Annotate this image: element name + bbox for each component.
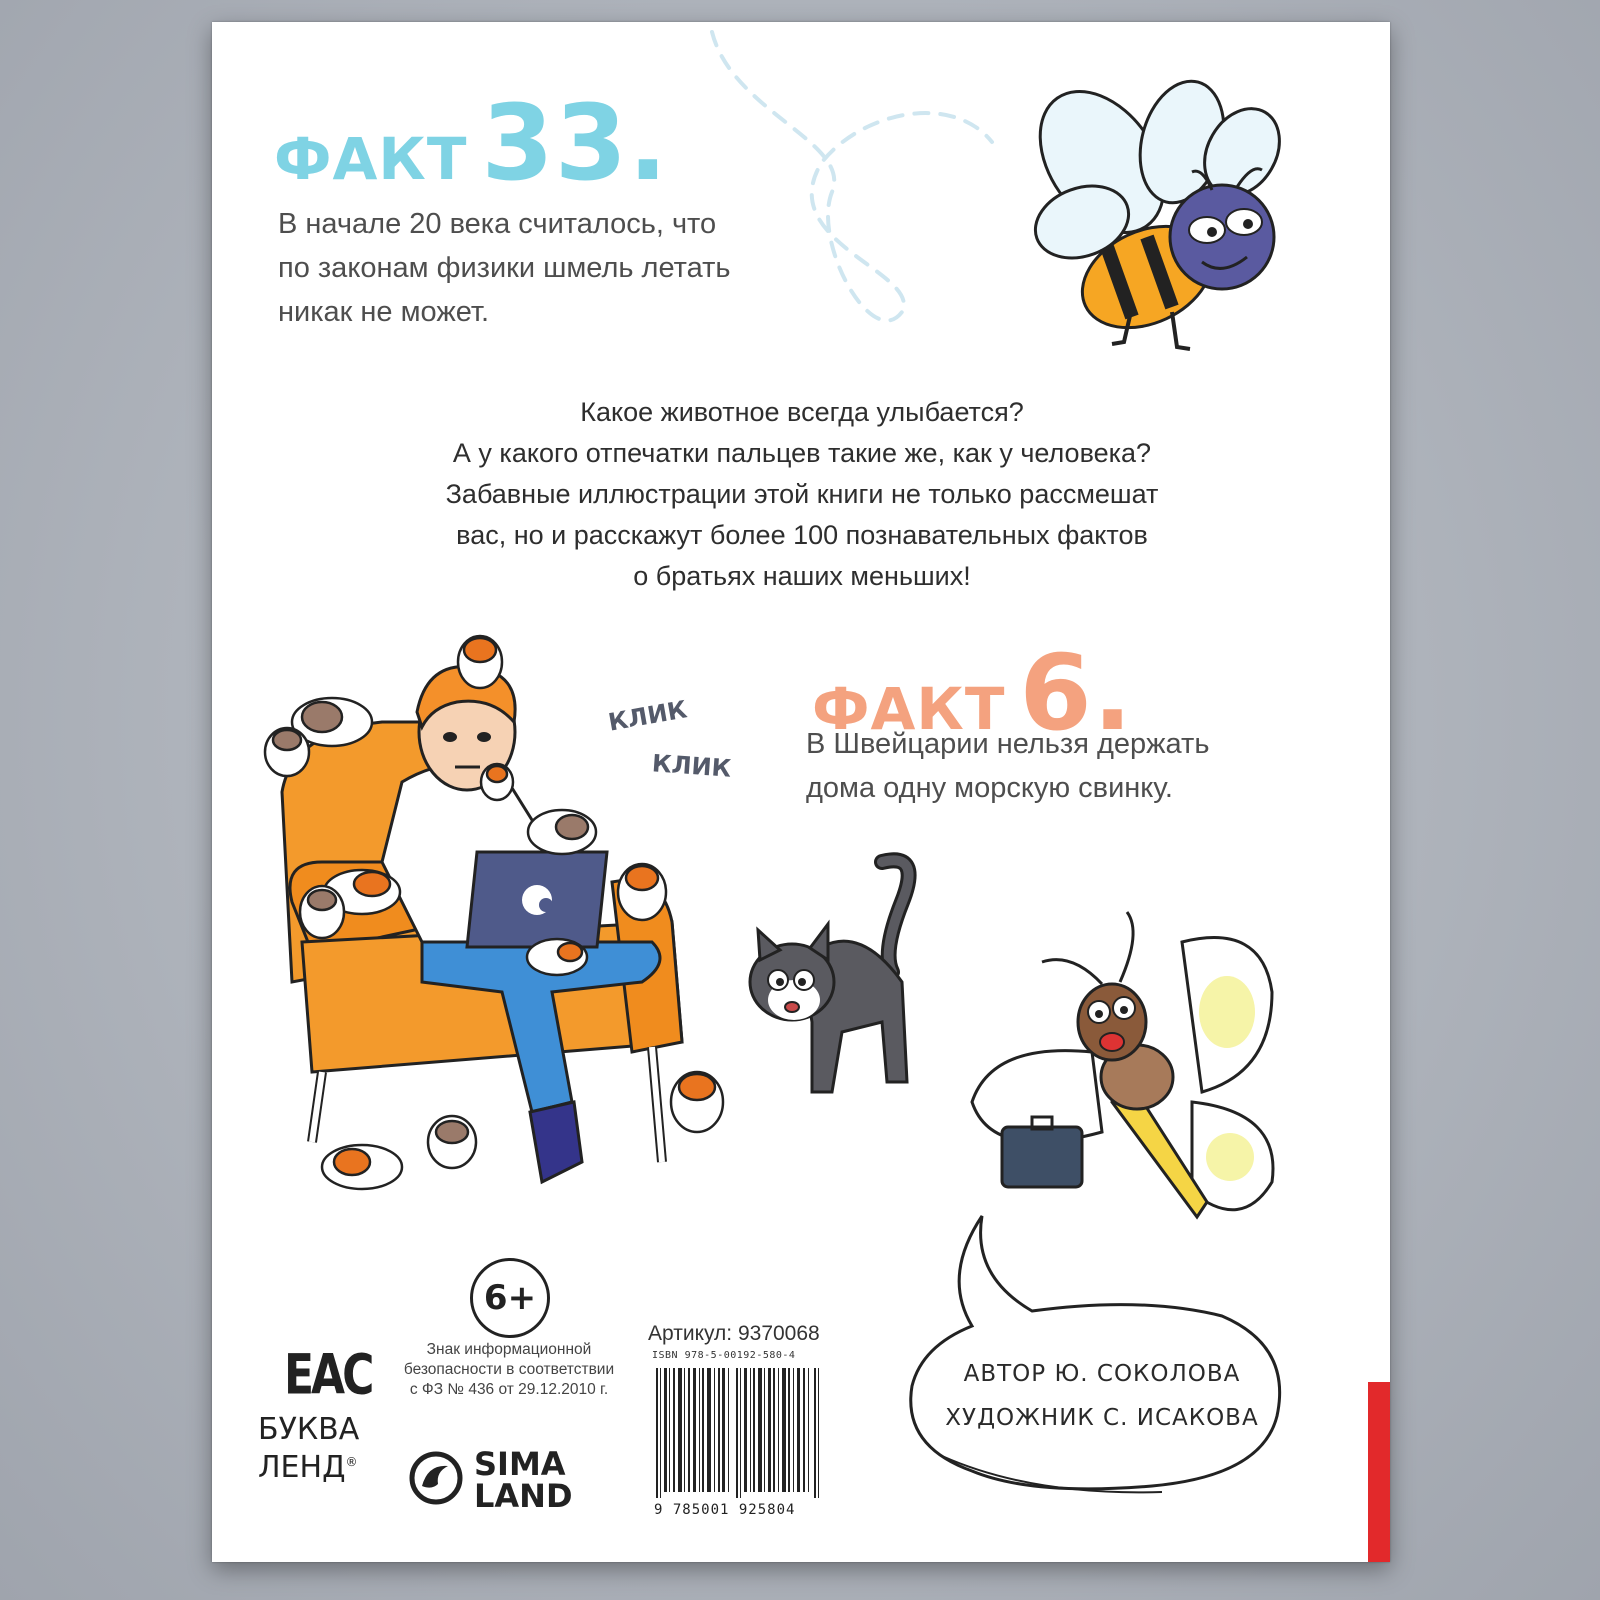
publisher-logo-text: БУКВА ЛЕНД: [258, 1412, 360, 1485]
fact-33-text: В начале 20 века считалось, что по законам физики шмель летать никак не может.: [278, 208, 731, 328]
sound-effect-click-1: КЛИК: [606, 695, 690, 737]
sima-land-logo-text: SIMA LAND: [474, 1445, 573, 1515]
fact-6-label: ФАКТ: [812, 675, 1006, 743]
cat-illustration: [732, 842, 932, 1102]
age-rating-badge: 6+: [470, 1258, 550, 1338]
barcode: [652, 1350, 828, 1520]
fact-33-label: ФАКТ: [274, 125, 468, 193]
intro-paragraph: Какое животное всегда улыбается? А у какого отпечатки пальцев такие же, как у человека? Забавные иллюстрации этой книги не только рассмешат вас, но и расскажут более 100 познавательных фактов о братьях наших меньших!: [445, 397, 1159, 591]
book-back-cover: [212, 22, 1390, 1562]
barcode-number: 9 785001 925804: [654, 1502, 796, 1518]
credits-text: АВТОР Ю. СОКОЛОВА ХУДОЖНИК С. ИСАКОВА: [945, 1361, 1259, 1431]
fact-33-heading: [274, 82, 669, 204]
fact-33-number: 33.: [481, 82, 669, 204]
sima-land-logo-icon: [408, 1450, 464, 1506]
barcode-bars: [652, 1368, 828, 1498]
sound-effect-click-2: КЛИК: [651, 749, 733, 783]
isbn-label: ISBN 978-5-00192-580-4: [652, 1350, 796, 1361]
age-rating-info: Знак информационной безопасности в соответствии с ФЗ № 436 от 29.12.2010 г.: [403, 1341, 615, 1398]
bumblebee-illustration: [1012, 72, 1312, 362]
eac-mark: ЕАС: [284, 1343, 372, 1408]
article-number: Артикул: 9370068: [648, 1322, 820, 1345]
fact-6-number: 6.: [1019, 632, 1134, 754]
registered-mark: ®: [345, 1455, 358, 1469]
publisher-logo: [258, 1414, 359, 1484]
fact-6-text: В Швейцарии нельзя держать дома одну морскую свинку.: [806, 728, 1210, 804]
red-spine-edge: [1368, 1382, 1390, 1562]
